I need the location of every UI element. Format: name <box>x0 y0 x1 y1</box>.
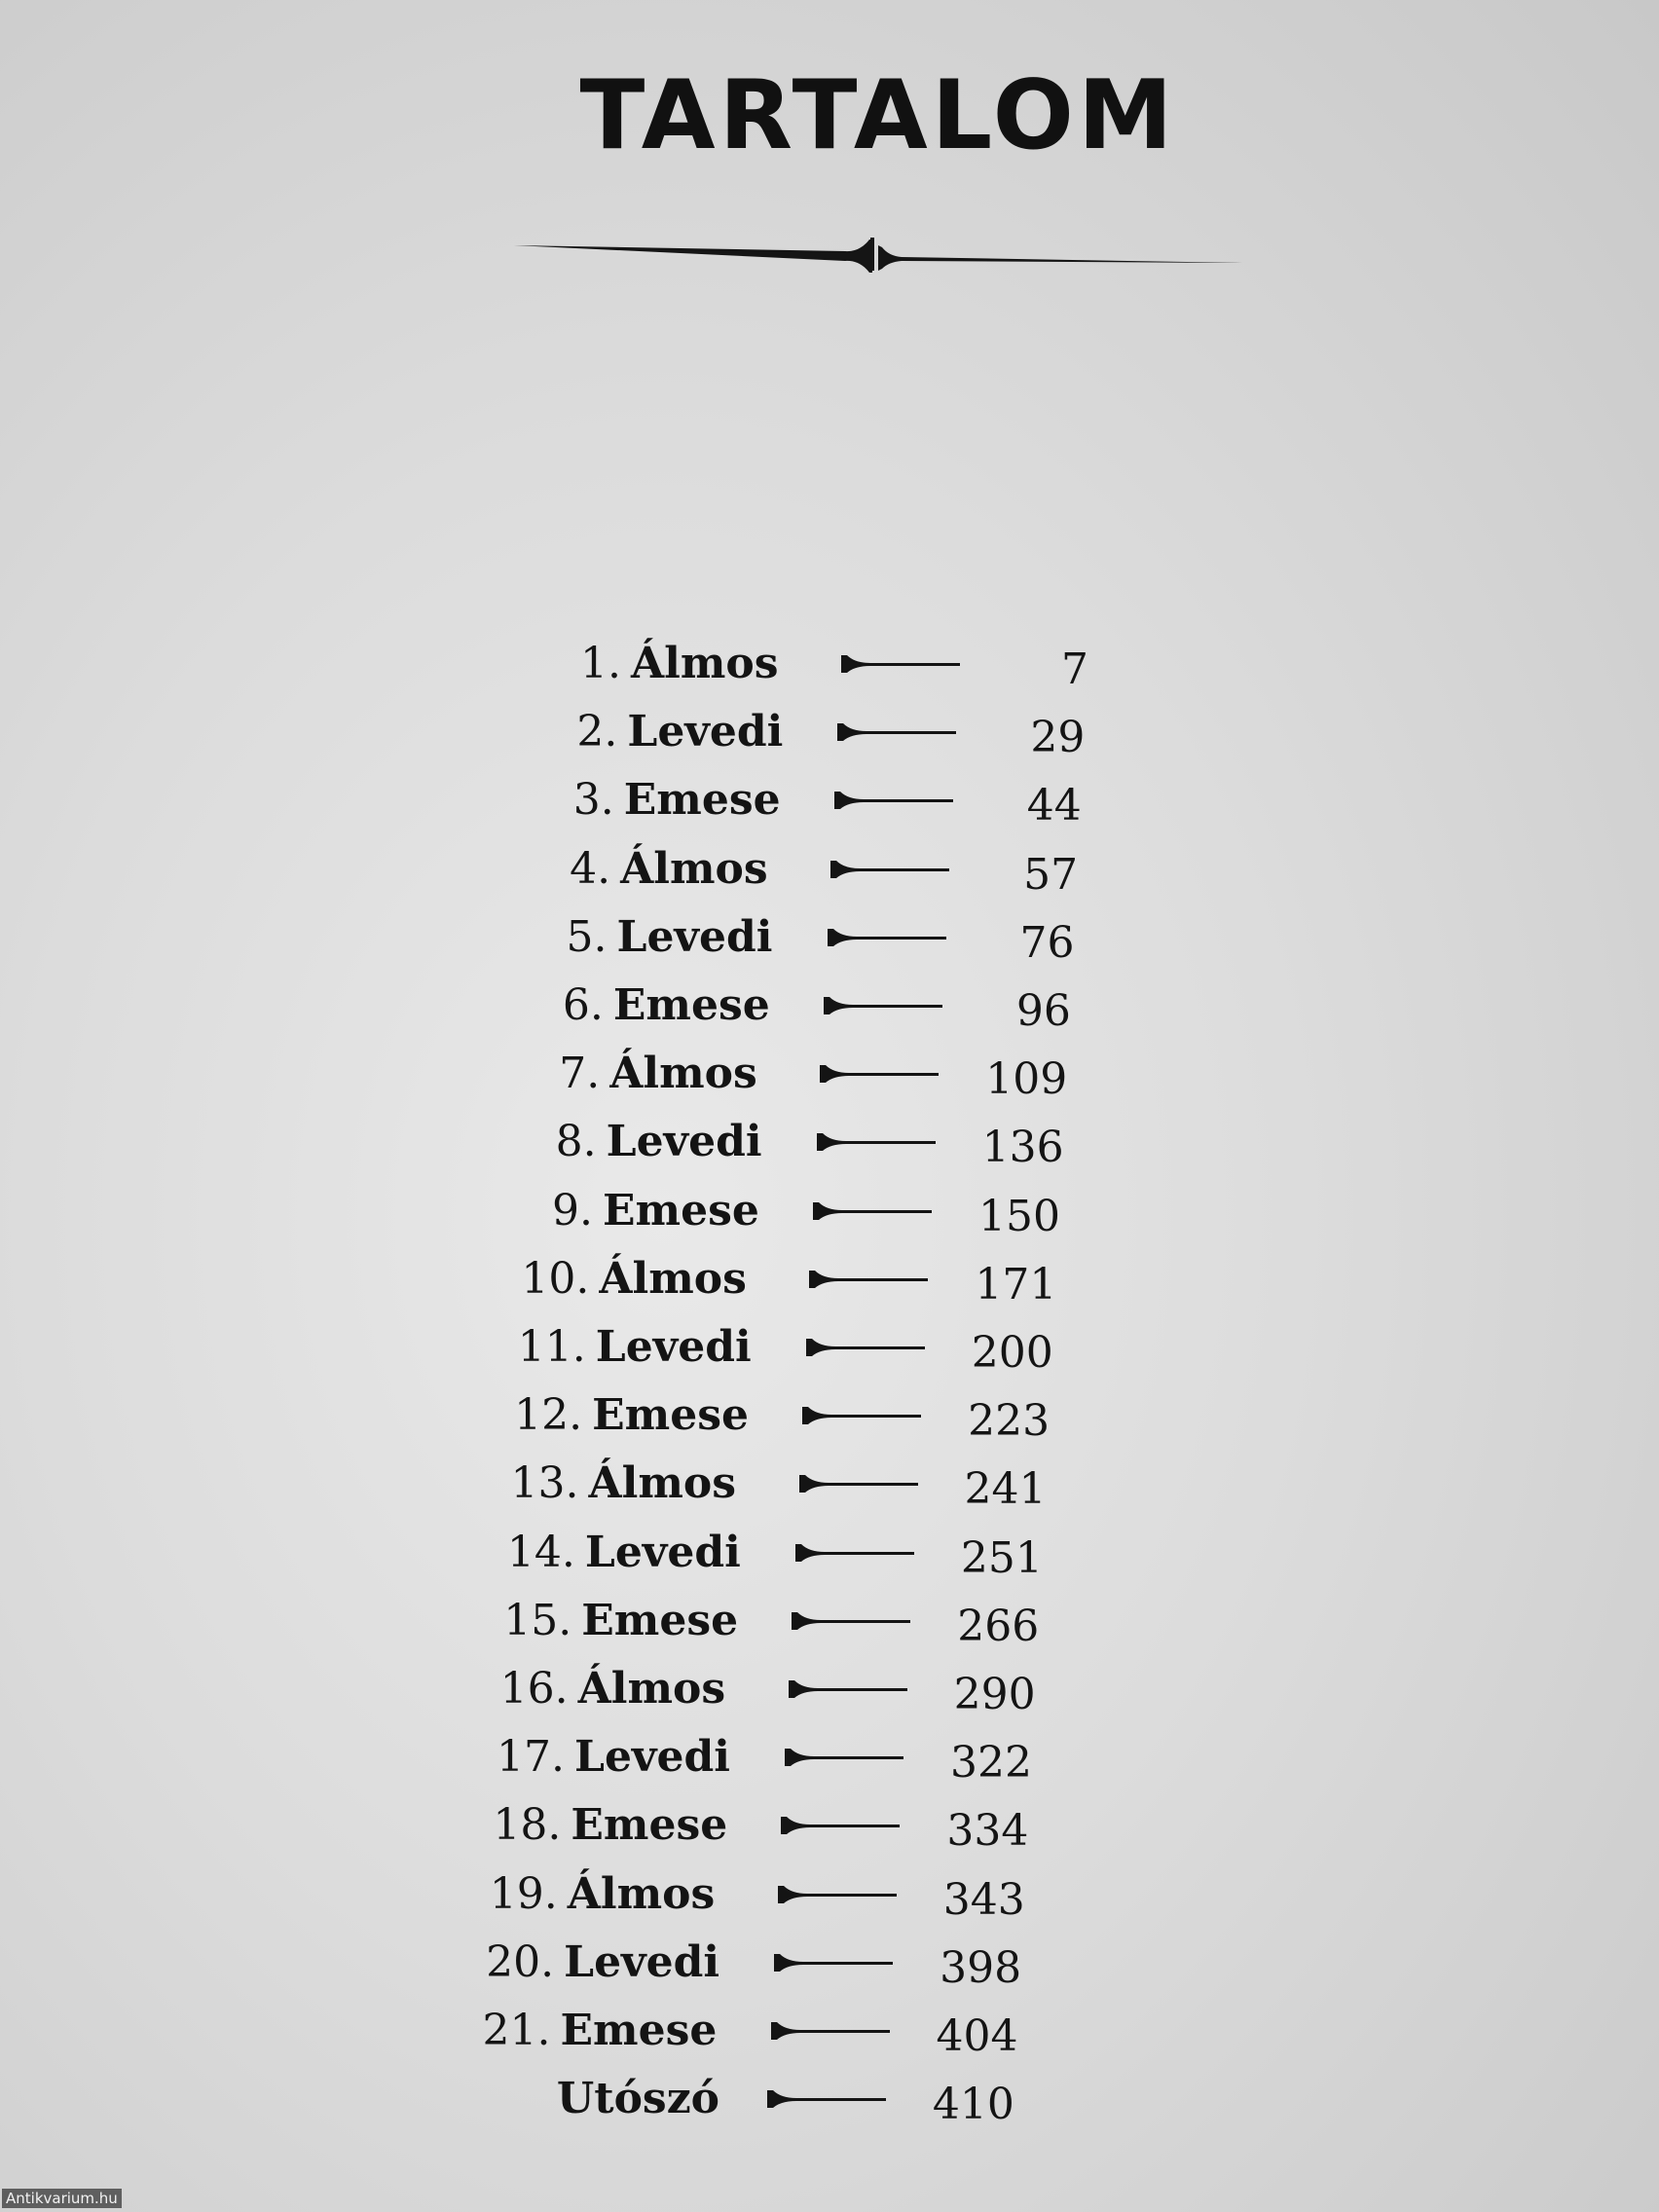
toc-entry <box>441 1865 1025 1924</box>
toc-entry-title: Álmos <box>599 1253 747 1304</box>
leader-dash-icon <box>809 1271 928 1288</box>
toc-entry <box>455 1592 1039 1650</box>
leader-dash-icon <box>781 1817 900 1834</box>
toc-entry-number: 14. <box>506 1527 575 1577</box>
toc-entry-page: 76 <box>1019 917 1075 968</box>
toc-entry-title: Álmos <box>609 1049 757 1099</box>
toc-entry-title: Emese <box>612 980 770 1030</box>
toc-entry-number: 16. <box>499 1664 569 1714</box>
leader-dash-icon <box>795 1544 914 1562</box>
toc-entry-number: 21. <box>482 2006 551 2055</box>
toc-entry-number: 1. <box>580 639 621 688</box>
toc-entry <box>448 1728 1032 1787</box>
toc-entry-number: 5. <box>566 911 608 962</box>
toc-entry-number: 3. <box>572 775 614 826</box>
leader-dash-icon <box>785 1749 903 1766</box>
toc-entry <box>472 1250 1056 1309</box>
toc-entry <box>504 635 1088 693</box>
leader-dash-icon <box>799 1475 918 1493</box>
toc-entry-page: 96 <box>1015 986 1071 1036</box>
leader-dash-icon <box>771 2022 890 2040</box>
toc-entry-page: 7 <box>1061 645 1088 694</box>
toc-entry-title: Levedi <box>595 1322 752 1372</box>
toc-entry-title: Levedi <box>564 1936 720 1987</box>
leader-dash-icon <box>802 1407 921 1424</box>
toc-entry <box>444 1796 1028 1855</box>
toc-entry-number: 6. <box>562 980 604 1030</box>
toc-entry <box>469 1318 1053 1377</box>
toc-entry <box>459 1524 1043 1582</box>
leader-dash-icon <box>834 792 953 809</box>
toc-entry-title: Levedi <box>574 1732 730 1783</box>
toc-entry-title: Emese <box>623 775 781 826</box>
toc-entry-page: 322 <box>950 1738 1032 1788</box>
leader-dash-icon <box>830 861 949 878</box>
toc-entry-page: 334 <box>946 1806 1029 1857</box>
toc-entry <box>498 771 1082 830</box>
leader-dash-icon <box>817 1133 936 1151</box>
toc-entry-page: 57 <box>1023 849 1079 900</box>
leader-dash-icon <box>774 1954 893 1972</box>
toc-entry-page: 136 <box>981 1123 1064 1173</box>
toc-entry-number: 7. <box>559 1049 601 1099</box>
toc-entry-title: Álmos <box>588 1458 737 1509</box>
toc-entry-page: 404 <box>936 2011 1018 2061</box>
leader-dash-icon <box>837 723 956 741</box>
toc-entry-page: 171 <box>975 1259 1057 1309</box>
leader-dash-icon <box>792 1612 910 1630</box>
toc-entry <box>491 908 1075 967</box>
toc-entry-number: 9. <box>552 1185 593 1235</box>
toc-entry <box>483 1045 1067 1103</box>
toc-entry-title: Emese <box>581 1595 739 1645</box>
toc-entry-page: 410 <box>932 2080 1014 2130</box>
toc-entry-number: 4. <box>570 843 611 894</box>
leader-dash-icon <box>767 2090 886 2108</box>
toc-entry <box>430 2070 1014 2128</box>
toc-entry-title: Emese <box>603 1185 759 1235</box>
toc-entry-title: Levedi <box>627 707 784 757</box>
leader-dash-icon <box>820 1065 939 1083</box>
toc-entry-page: 223 <box>968 1396 1051 1447</box>
toc-entry-number: 15. <box>503 1595 572 1645</box>
leader-dash-icon <box>828 929 946 946</box>
toc-entry <box>480 1113 1064 1171</box>
toc-entry <box>452 1660 1036 1718</box>
leader-dash-icon <box>806 1339 925 1356</box>
toc-entry-number: 18. <box>493 1800 562 1851</box>
toc-entry-page: 241 <box>964 1464 1047 1515</box>
toc-entry <box>462 1455 1047 1513</box>
page-title: TARTALOM <box>579 60 1177 171</box>
toc-entry-page: 29 <box>1030 713 1086 763</box>
toc-entry <box>500 703 1085 761</box>
toc-entry-title: Levedi <box>606 1117 762 1167</box>
leader-dash-icon <box>789 1680 907 1698</box>
toc-entry-page: 398 <box>940 1942 1022 1993</box>
toc-entry-title: Álmos <box>620 843 768 894</box>
toc-entry <box>465 1386 1050 1445</box>
toc-entry-page: 44 <box>1026 781 1082 831</box>
toc-entry-title: Utószó <box>556 2074 720 2124</box>
leader-dash-icon <box>841 655 960 673</box>
toc-entry-number: 11. <box>517 1322 586 1372</box>
toc-entry-title: Álmos <box>567 1868 716 1919</box>
toc-entry-number: 13. <box>510 1458 579 1509</box>
toc-entry-number: 20. <box>486 1936 555 1987</box>
toc-entry-page: 150 <box>978 1191 1060 1241</box>
toc-entry-page: 200 <box>971 1328 1053 1378</box>
leader-dash-icon <box>778 1886 897 1903</box>
toc-entry-number: 12. <box>514 1390 583 1441</box>
toc-entry-number: 2. <box>576 707 618 757</box>
toc-entry-title: Álmos <box>631 639 779 688</box>
toc-entry <box>476 1182 1060 1240</box>
toc-entry <box>437 1934 1021 1992</box>
toc-entry-title: Emese <box>560 2006 718 2055</box>
leader-dash-icon <box>824 997 942 1014</box>
toc-entry-number: 10. <box>521 1253 590 1304</box>
toc-entry-title: Emese <box>571 1800 728 1851</box>
watermark: Antikvarium.hu <box>2 2189 122 2208</box>
toc-entry-title: Levedi <box>616 911 773 962</box>
toc-entry-number: 19. <box>489 1868 558 1919</box>
toc-entry-title: Álmos <box>577 1664 726 1714</box>
toc-entry-page: 290 <box>953 1670 1036 1719</box>
leader-dash-icon <box>813 1202 932 1220</box>
toc-entry-number: 8. <box>555 1117 597 1167</box>
toc-entry-number: 17. <box>497 1732 565 1783</box>
toc-entry <box>487 977 1071 1035</box>
toc-entry-page: 109 <box>985 1054 1068 1105</box>
toc-entry-page: 343 <box>942 1874 1025 1925</box>
toc-entry-title: Emese <box>592 1390 749 1441</box>
toc-entry-title: Levedi <box>584 1527 741 1577</box>
toc-entry-page: 266 <box>957 1601 1040 1651</box>
toc-entry-page: 251 <box>960 1532 1043 1583</box>
toc-entry <box>434 2002 1018 2060</box>
toc-entry <box>494 840 1078 899</box>
